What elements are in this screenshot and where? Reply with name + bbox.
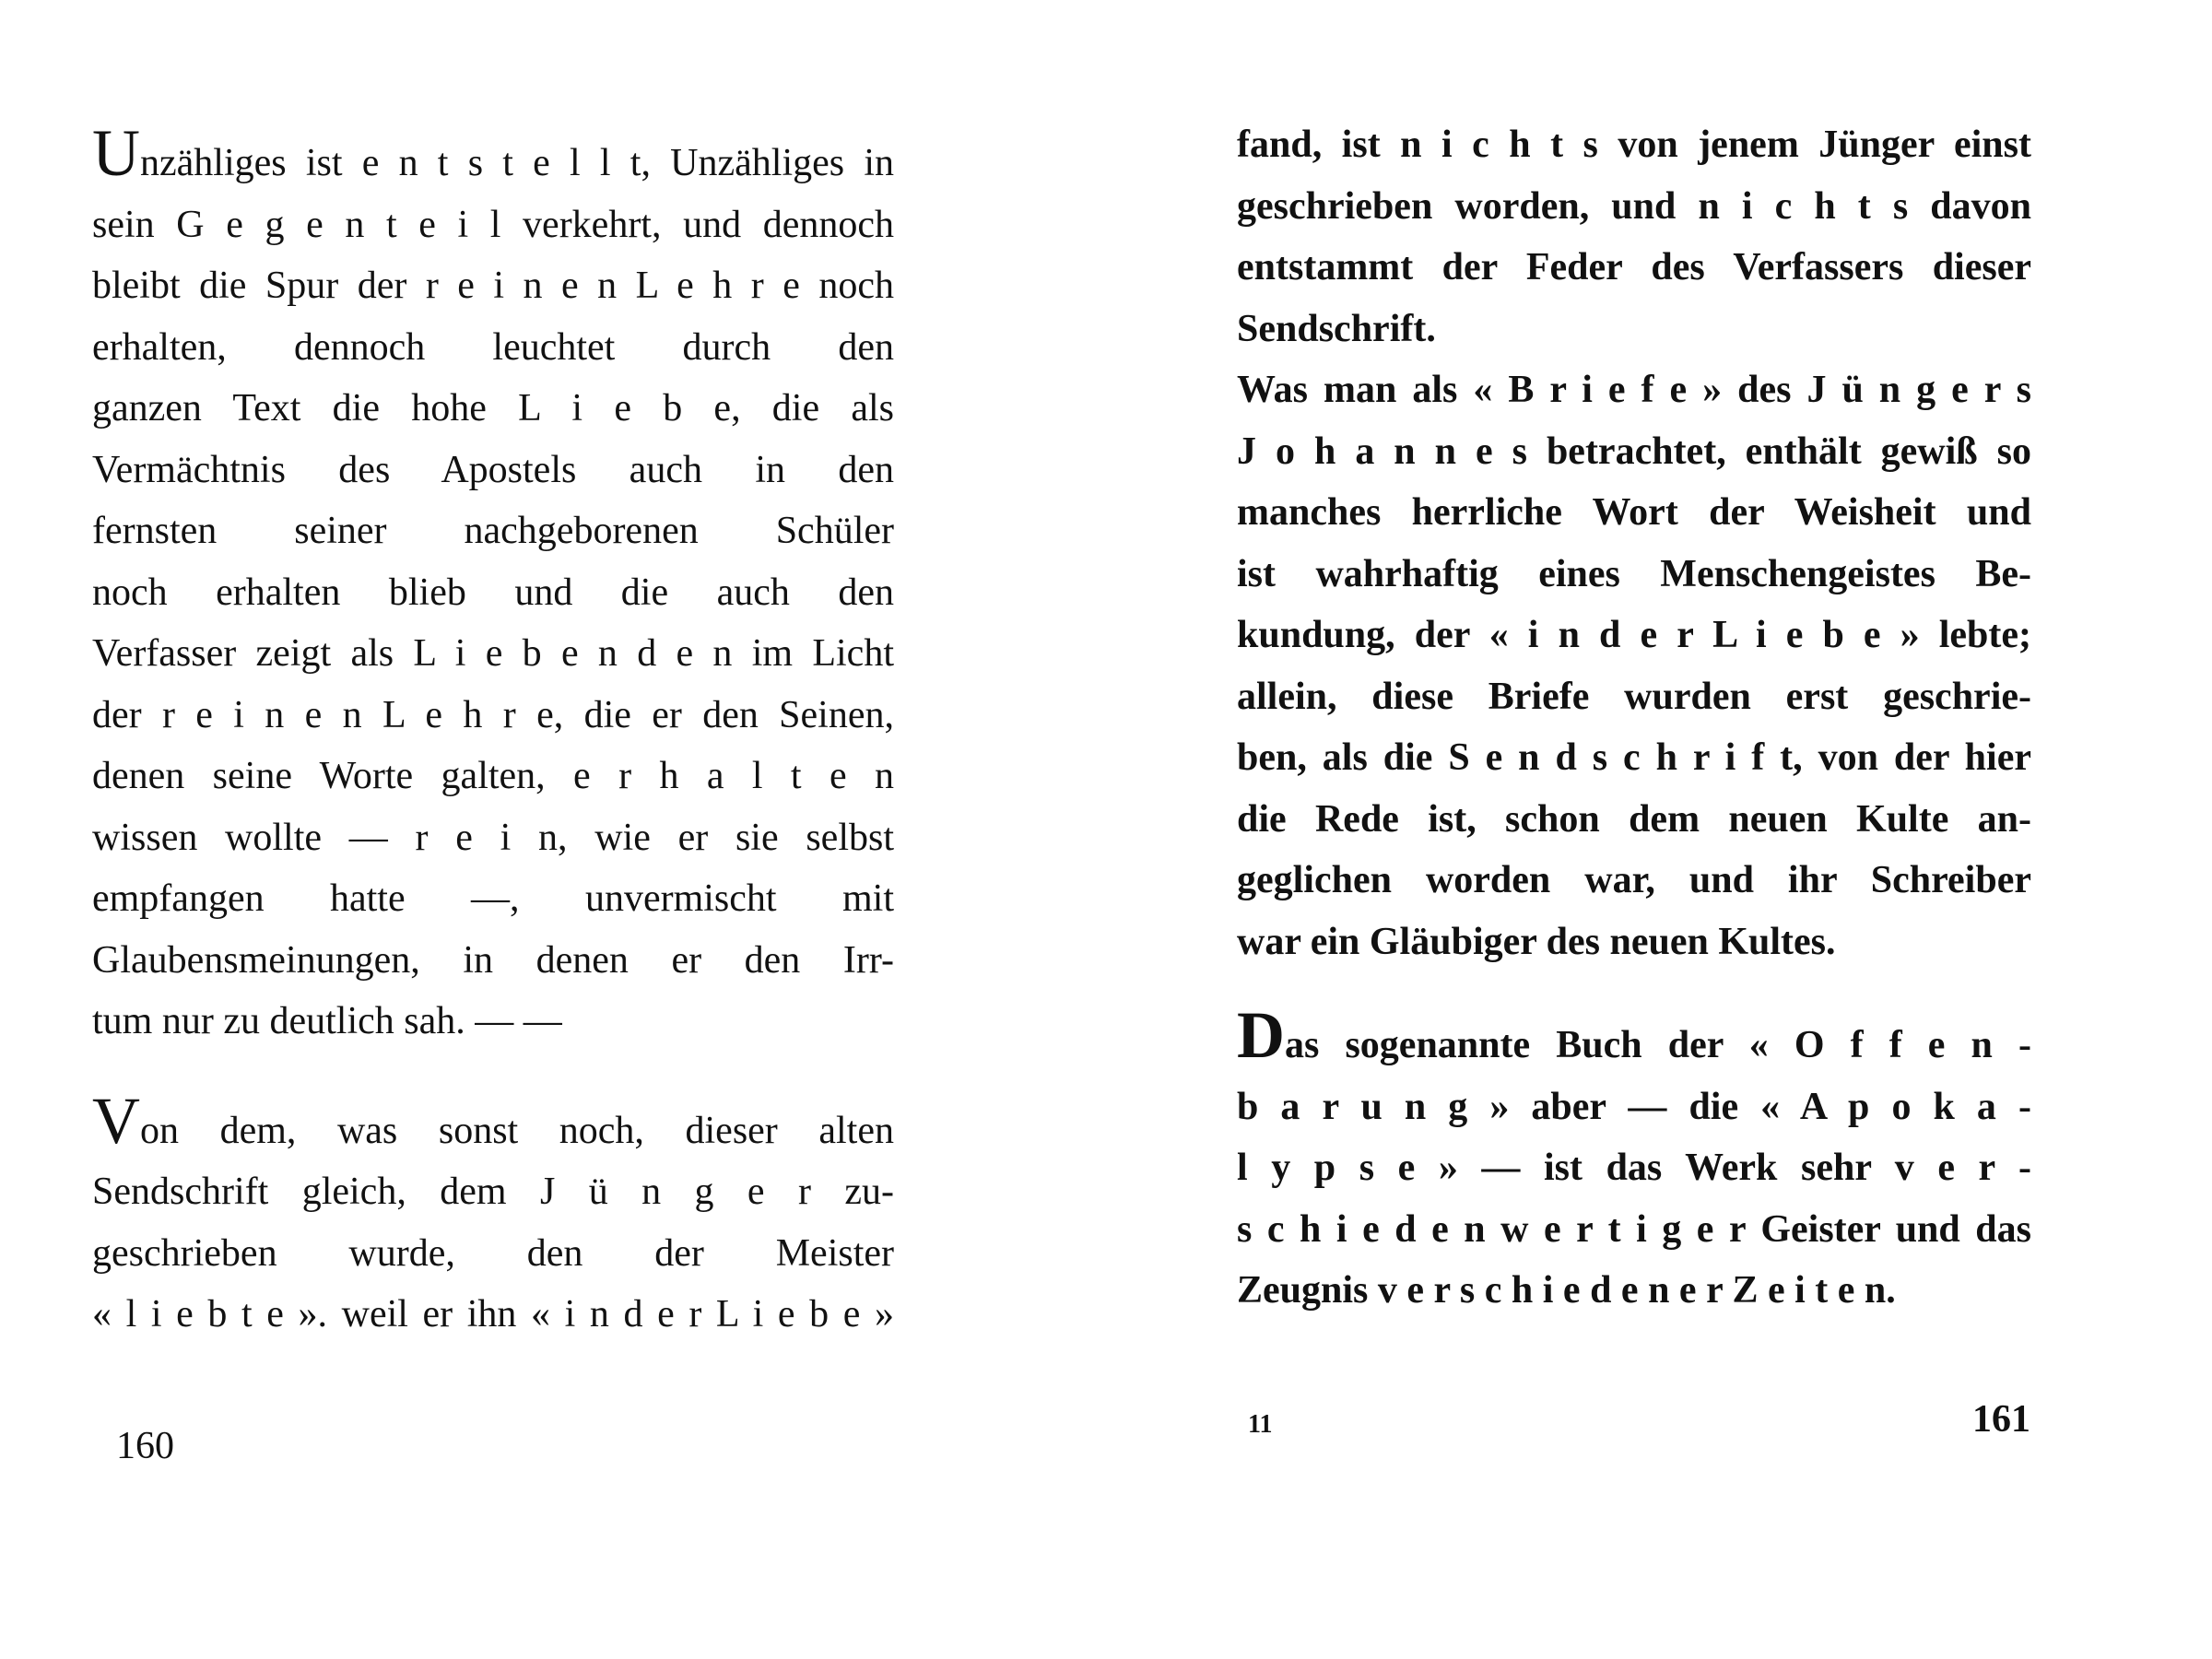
page-number-left: 160 [116,1425,174,1467]
initial-letter: D [1237,998,1285,1072]
text-line: Zeugnis v e r s c h i e d e n e r Z e i t e n. [1237,1269,1896,1312]
text-line: fand, ist n i c h t s von jenem Jünger einst [1237,124,2031,166]
left-paragraph-2 [92,1083,894,1346]
text-line: war ein Gläubiger des neuen Kultes. [1237,920,1836,963]
text-line: fernsten seiner nachgeborenen Schüler [92,510,894,552]
text-line: Unzähliges ist e n t s t e l l t, Unzähliges in [92,116,894,190]
right-page [1106,0,2212,1659]
text-line: manches herrliche Wort der Weisheit und [1237,491,2031,534]
text-line: sein G e g e n t e i l verkehrt, und dennoch [92,203,894,246]
text-line: Sendschrift. [1237,307,1436,350]
page-number-right: 161 [1972,1398,2030,1441]
text-line: allein, diese Briefe wurden erst geschrie- [1237,675,2031,718]
text-line: geschrieben wurde, den der Meister [92,1231,894,1275]
text-line: der r e i n e n L e h r e, die er den Seinen, [92,693,894,736]
text-line: Was man als « B r i e f e » des J ü n g e r s [1237,369,2031,411]
left-text-block [92,116,894,1346]
text-line: tum nur zu deutlich sah. — — [92,1000,562,1042]
initial-letter: V [92,1083,140,1158]
text-line: ben, als die S e n d s c h r i f t, von der hier [1237,736,2031,779]
text-line: ist wahrhaftig eines Menschengeistes Be- [1237,552,2031,595]
text-line: l y p s e » — ist das Werk sehr v e r - [1237,1147,2031,1189]
initial-letter: U [92,116,140,190]
text-line: Glaubensmeinungen, in denen er den Irr- [92,938,894,982]
text-line: ganzen Text die hohe L i e b e, die als [92,387,894,429]
text-line: Verfasser zeigt als L i e b e n d e n im Licht [92,632,894,675]
text-line: empfangen hatte —, unvermischt mit [92,877,894,920]
paragraph-gap [92,1053,894,1100]
text-line: wissen wollte — r e i n, wie er sie selbst [92,816,894,859]
text-line: Vermächtnis des Apostels auch in den [92,448,894,491]
text-line: Von dem, was sonst noch, dieser alten [92,1083,894,1158]
right-text-block [1237,114,2031,1322]
text-line: noch erhalten blieb und die auch den [92,571,894,614]
text-line: Sendschrift gleich, dem J ü n g e r zu- [92,1171,894,1213]
text-line: die Rede ist, schon dem neuen Kulte an- [1237,797,2031,841]
text-line: erhalten, dennoch leuchtet durch den [92,325,894,369]
signature-mark: 11 [1248,1410,1273,1439]
text-line: Das sogenannte Buch der « O f f e n - [1237,998,2031,1072]
text-line: s c h i e d e n w e r t i g e r Geister und das [1237,1207,2031,1251]
text-line: geglichen worden war, und ihr Schreiber [1237,859,2031,901]
text-line: entstammt der Feder des Verfassers dieser [1237,246,2031,288]
left-paragraph-1 [92,116,894,1053]
text-line: geschrieben worden, und n i c h t s davon [1237,184,2031,228]
text-line: b a r u n g » aber — die « A p o k a - [1237,1085,2031,1128]
text-line: kundung, der « i n d e r L i e b e » lebte; [1237,614,2031,656]
paragraph-gap [1237,972,2031,1015]
text-line: denen seine Worte galten, e r h a l t e n [92,755,894,797]
text-line: bleibt die Spur der r e i n e n L e h r e noch [92,265,894,307]
text-line: « l i e b t e ». weil er ihn « i n d e r L i e b e » [92,1293,894,1335]
text-line: J o h a n n e s betrachtet, enthält gewiß so [1237,429,2031,473]
right-paragraph-1 [1237,114,2031,972]
right-paragraph-2 [1237,998,2031,1322]
